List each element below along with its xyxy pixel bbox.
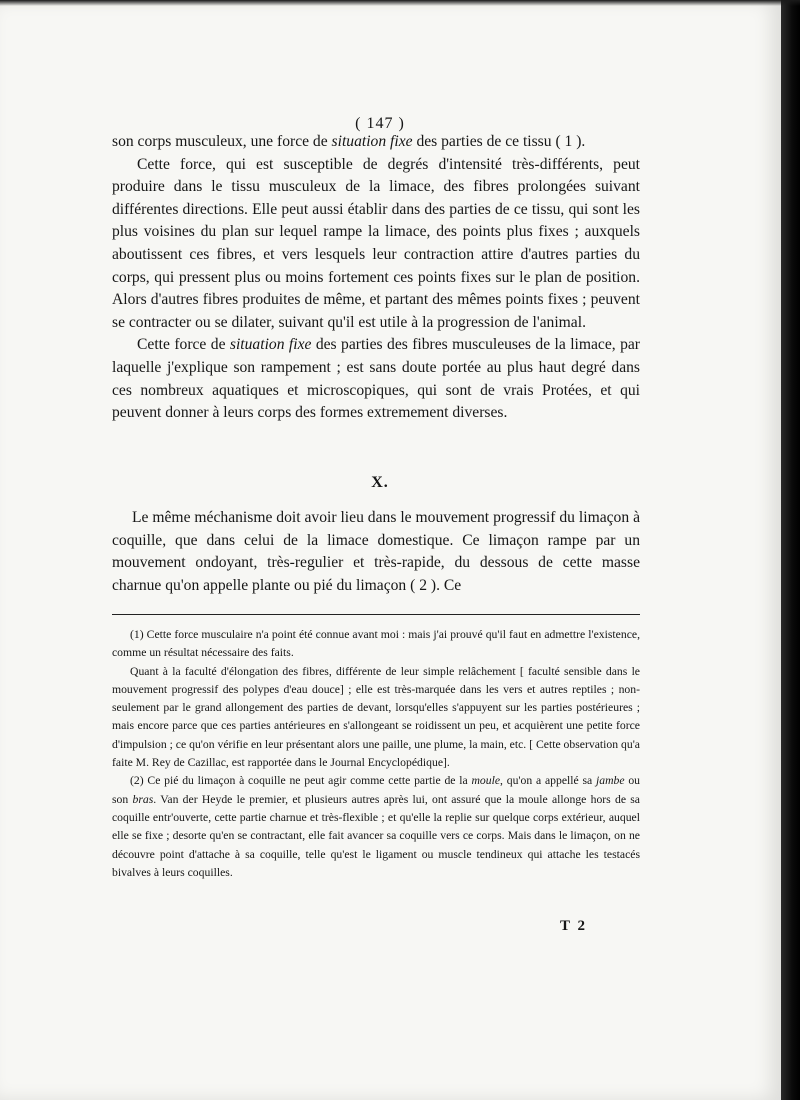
footnote xyxy=(112,663,640,773)
text-run: des parties des fibres musculeuses de la limace, par laquelle j'explique son rampement ; est sans doute portée au plus haut degré dans ces nombreux aquatiques et microscopiques, qui sont de vrais Protées, et qui peuvent donner à leurs corps des formes extremement diverses. xyxy=(112,336,640,422)
text-run: ou son xyxy=(112,774,641,806)
italic-run: situation fixe xyxy=(229,336,312,354)
italic-run: bras xyxy=(132,792,154,806)
text-run: , qu'on a appellé sa xyxy=(500,774,596,788)
footnote-rule xyxy=(112,614,640,615)
signature-mark: T 2 xyxy=(560,918,587,934)
scan-border-right xyxy=(781,0,800,1100)
text-run: . Van der Heyde le premier, et plusieurs autres après lui, ont assuré que la moule allonge hors de sa coquille entr'ouverte, cette partie charnue et très-flexible ; et qu'elle la replie sur quelque corps extérieur, auquel elle se fixe ; desorte qu'en se contractant, elle fait avancer sa coquille vers ce corps. Mais dans le limaçon, on ne découvre point d'attache à sa coquille, telle qu'est le ligament ou muscle tendineux qui attache les testacés bivalves à leurs coquilles. xyxy=(112,792,640,879)
italic-run: jambe xyxy=(595,774,625,788)
text-run: son corps musculeux, une force de xyxy=(112,133,332,150)
text-run: (2) Ce pié du limaçon à coquille ne peut agir comme cette partie de la xyxy=(130,774,472,788)
body-section-2 xyxy=(112,507,640,597)
text-run: des parties de ce tissu ( 1 ). xyxy=(412,133,586,150)
italic-run: situation fixe xyxy=(331,133,413,150)
body-paragraph xyxy=(112,507,640,597)
italic-run: moule xyxy=(471,774,501,788)
page-number: ( 147 ) xyxy=(355,115,405,132)
text-run: Cette force, qui est susceptible de degrés d'intensité très-différents, peut produire dans le tissu musculeux de la limace, des fibres prolongées suivant différentes directions. Elle peut aussi établir dans des parties de ce tissu, qui sont les plus voisines du plan sur lequel rampe la limace, des points plus fixes ; auxquels aboutissent ces fibres, et vers lesquels leur contraction attire d'autres parties du corps, qui pressent plus ou moins fortement ces points fixes sur le plan de position. Alors d'autres fibres produites de même, et partant des mêmes points fixes ; peuvent se contracter ou se dilater, suivant qu'il est utile à la progression de l'animal. xyxy=(112,155,640,331)
text-run: Le même méchanisme doit avoir lieu dans le mouvement progressif du limaçon à coquille, que dans celui de la limace domestique. Ce limaçon rampe par un mouvement ondoyant, très-regulier et très-rapide, du dessous de cette masse charnue qu'on appelle plante ou pié du limaçon ( 2 ). Ce xyxy=(112,509,640,594)
scan-border-top xyxy=(0,0,800,6)
body-section-1 xyxy=(112,131,640,425)
text-run: Quant à la faculté d'élongation des fibres, différente de leur simple relâchement [ faculté sensible dans le mouvement progressif des polypes d'eau douce] ; elle est très-marquée dans les vers et autres reptiles ; non-seulement par le grand allongement des parties de devant, lorsqu'elles s'appuyent sur les parties postérieures ; mais encore parce que ces parties antérieures en s'allongeant se roidissent un peu, et acquièrent une petite force d'impulsion ; ce qu'on vérifie en leur présentant alors une paille, une plume, la main, etc. [ Cette observation qu'a faite M. Rey de Cazillac, est rapportée dans le Journal Encyclopédique]. xyxy=(112,664,640,770)
body-paragraph xyxy=(112,154,640,335)
footnote xyxy=(112,626,640,663)
body-paragraph xyxy=(112,131,640,154)
footnote xyxy=(112,772,640,882)
body-paragraph xyxy=(112,334,640,424)
text-run: Cette force de xyxy=(137,336,230,354)
footnotes xyxy=(112,626,640,882)
text-run: (1) Cette force musculaire n'a point été connue avant moi : mais j'ai prouvé qu'il faut en admettre l'existence, comme un résultat nécessaire des faits. xyxy=(112,628,640,660)
section-heading: X. xyxy=(371,474,389,491)
